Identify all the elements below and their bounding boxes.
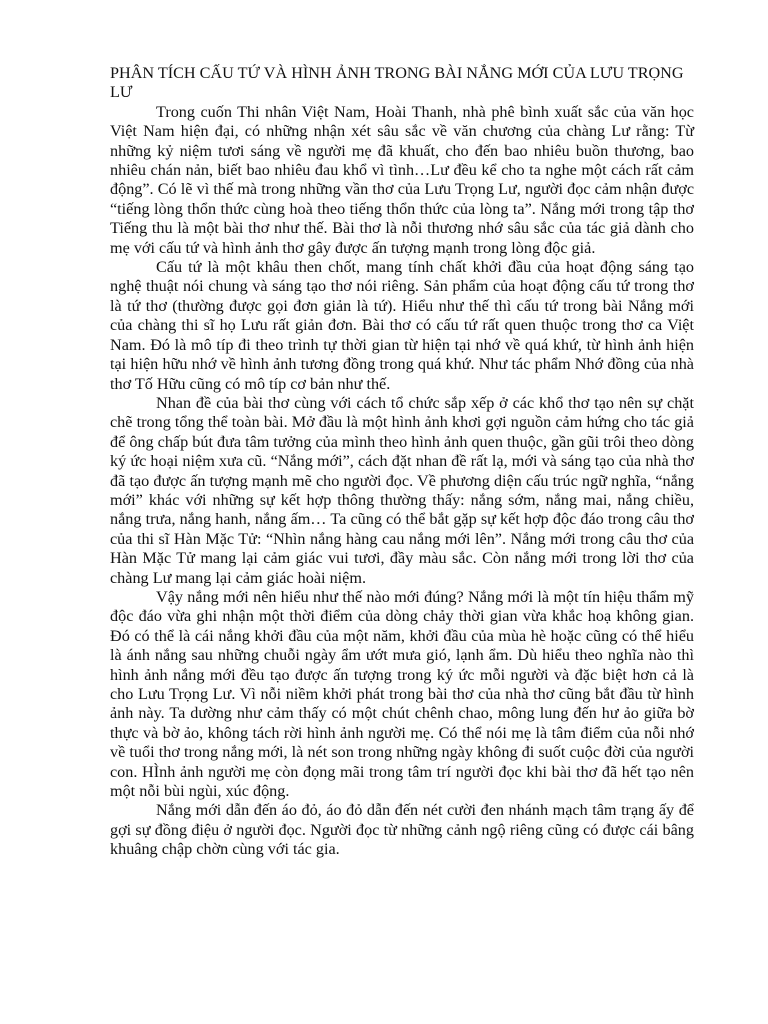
paragraph-4: Vậy nắng mới nên hiểu như thế nào mới đúng? Nắng mới là một tín hiệu thẩm mỹ độc đáo vừa ghi nhận một thời điểm của dòng chảy thời gian vừa khắc hoạ không gian. Đó có thể là cái nắng khởi đầu của một năm, khởi đầu của mùa hè hoặc cũng có thể hiểu là ánh nắng sau những chuỗi ngày ẩm ướt mưa gió, lạnh ẩm. Dù hiểu theo nghĩa nào thì hình ảnh nắng mới đều tạo được ấn tượng trong ký ức mỗi người và đặc biệt hơn cả là cho Lưu Trọng Lư. Vì nỗi niềm khởi phát trong bài thơ của nhà thơ cũng bắt đầu từ hình ảnh này. Ta dường như cảm thấy có một chút chênh chao, mông lung đến hư ảo giữa bờ thực và bờ ảo, không tách rời hình ảnh người mẹ. Có thể nói mẹ là tâm điểm của nỗi nhớ về tuổi thơ trong nắng mới, là nét son trong những ngày không đi suốt cuộc đời của người con. HÌnh ảnh người mẹ còn đọng mãi trong tâm trí người đọc khi bài thơ đã hết tạo nên một nỗi bùi ngùi, xúc động. xyxy=(110,587,694,801)
paragraph-3: Nhan đề của bài thơ cùng với cách tổ chức sắp xếp ở các khổ thơ tạo nên sự chặt chẽ trong tổng thể toàn bài. Mở đầu là một hình ảnh khơi gợi nguồn cảm hứng cho tác giả để ông chấp bút đưa tâm tưởng của mình theo hình ảnh quen thuộc, gần gũi trôi theo dòng ký ức hoại niệm xưa cũ. “Nắng mới”, cách đặt nhan đề rất lạ, mới và sáng tạo của nhà thơ đã tạo được ấn tượng mạnh mẽ cho người đọc. Về phương diện cấu trúc ngữ nghĩa, “nắng mới” khác với những sự kết hợp thông thường thấy: nắng sớm, nắng mai, nắng chiều, nắng trưa, nắng hanh, nắng ấm… Ta cũng có thể bắt gặp sự kết hợp độc đáo trong câu thơ của thi sĩ Hàn Mặc Tử: “Nhìn nắng hàng cau nắng mới lên”. Nắng mới trong câu thơ của Hàn Mặc Tử mang lại cảm giác vui tươi, đầy màu sắc. Còn nắng mới trong lời thơ của chàng Lư mang lại cảm giác hoài niệm. xyxy=(110,393,695,587)
document-page xyxy=(110,64,694,860)
paragraph-2: Cấu tứ là một khâu then chốt, mang tính chất khởi đầu của hoạt động sáng tạo nghệ thuật nói chung và sáng tạo thơ nói riêng. Sản phẩm của hoạt động cấu tứ trong thơ là tứ thơ (thường được gọi đơn giản là tứ). Hiểu như thế thì cấu tứ trong bài Nắng mới của chàng thi sĩ họ Lưu rất giản đơn. Bài thơ có cấu tứ rất quen thuộc trong thơ ca Việt Nam. Đó là mô típ đi theo trình tự thời gian từ hiện tại nhớ về quá khứ, từ hình ảnh hiện tại hiện hữu nhớ về hình ảnh tương đồng trong quá khứ. Như tác phẩm Nhớ đồng của nhà thơ Tố Hữu cũng có mô típ cơ bản như thế. xyxy=(110,258,694,393)
paragraph-5: Nắng mới dẫn đến áo đỏ, áo đỏ dẫn đến nét cười đen nhánh mạch tâm trạng ấy để gợi sự đồng điệu ở người đọc. Người đọc từ những cảnh ngộ riêng cũng có được cái bâng khuâng chập chờn cùng với tác gia. xyxy=(110,801,694,859)
paragraph-1: Trong cuốn Thi nhân Việt Nam, Hoài Thanh, nhà phê bình xuất sắc của văn học Việt Nam hiện đại, có những nhận xét sâu sắc về văn chương của chàng Lư rằng: Từ những kỷ niệm tươi sáng về người mẹ đã khuất, cho đến bao nhiêu buồn thương, bao nhiêu chán nản, biết bao nhiêu đau khổ vì tình…Lư đều kể cho ta nghe một cách rất cảm động”. Có lẽ vì thế mà trong những vần thơ của Lưu Trọng Lư, người đọc cảm nhận được “tiếng lòng thổn thức cùng hoà theo tiếng thổn thức của lòng ta”. Nắng mới trong tập thơ Tiếng thu là một bài thơ như thế. Bài thơ là nỗi thương nhớ sâu sắc của tác giả dành cho mẹ với cấu tứ và hình ảnh thơ gây được ấn tượng mạnh trong lòng độc giả. xyxy=(110,102,694,257)
document-title: PHÂN TÍCH CẤU TỨ VÀ HÌNH ẢNH TRONG BÀI NẮNG MỚI CỦA LƯU TRỌNG LƯ xyxy=(110,64,684,102)
